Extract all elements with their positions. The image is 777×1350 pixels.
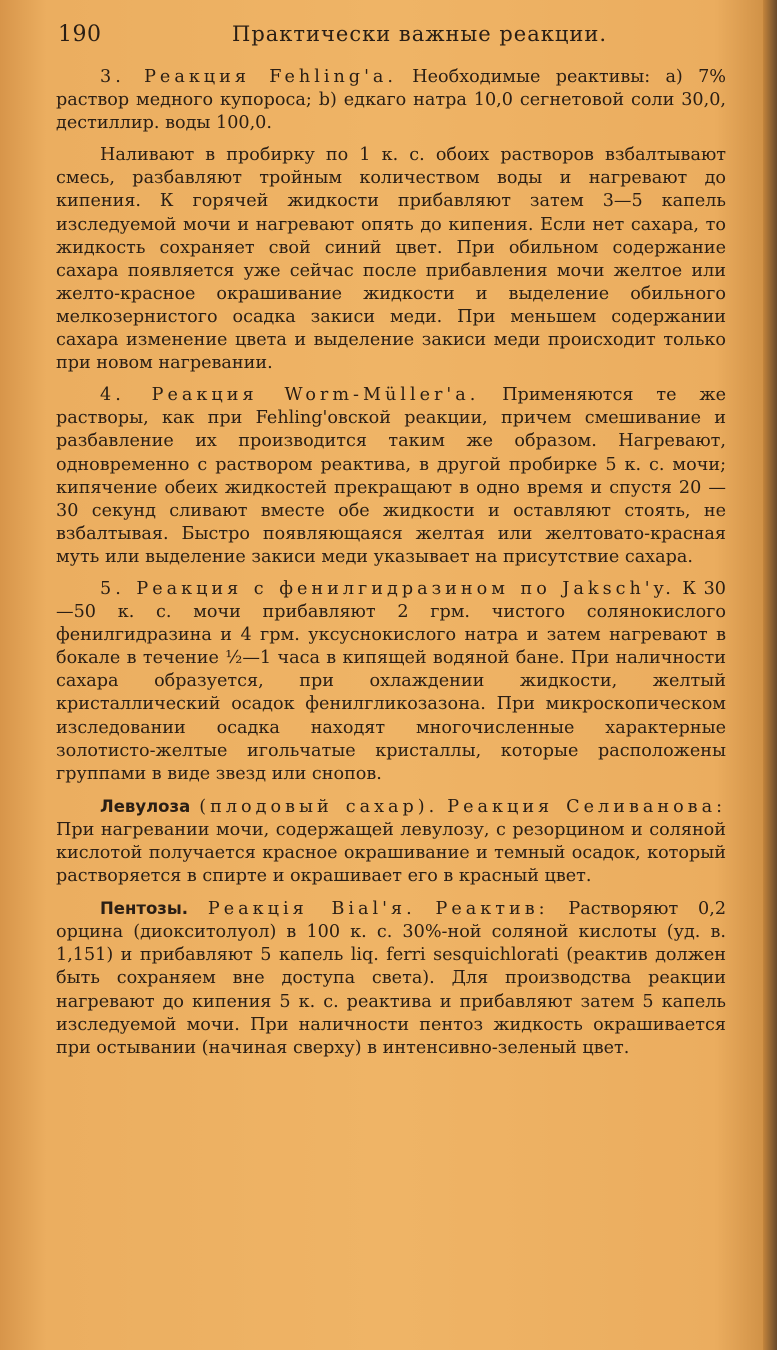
jaksch-reaction-title: 5. Реакция с фенилгидразином по Jaksch'y.	[100, 578, 675, 599]
fehling-reaction-title: 3. Реакция Fehling'a.	[100, 67, 397, 87]
worm-muller-text: Применяются те же растворы, как при Fehling'овской реакции, причем смешивание и разбавление их производится таким же образом. Нагревают, одновременно с раствором реактива, в другой пробирке 5 к. с. мочи; кипячение обеих жидкостей прекращают в одно время и спустя 20 — 30 секунд сливают вместе обе жидкости и оставляют стоять, не взбалтывая. Быстро появляющаяся желтая или желтовато-красная муть или выделение закиси меди указывает на присутствие сахара.	[56, 385, 727, 567]
seliwanoff-reaction-title: Реакция Селиванова:	[447, 796, 726, 817]
bial-reagent-label: Реактив:	[435, 899, 549, 920]
page-number: 190	[58, 22, 102, 47]
bial-reaction-title: Реакція Bial'я.	[207, 899, 416, 920]
levulose-text: При нагревании мочи, содержащей левулозу, с резорцином и соляной кислотой получается красное окрашивание и темный осадок, который растворяется в спирте и окрашивает его в красный цвет.	[56, 819, 726, 887]
running-head: Практически важные реакции.	[232, 22, 608, 46]
page-spine-shadow	[763, 0, 777, 1350]
levulose-subtitle: (плодовый сахар).	[199, 796, 439, 817]
paragraph-worm-muller	[56, 384, 726, 569]
paragraph-fehling-procedure	[56, 144, 726, 375]
worm-muller-reaction-title: 4. Реакция Worm-Müller'a.	[100, 385, 480, 406]
paragraph-levulose	[56, 795, 726, 888]
page-content	[56, 66, 726, 1069]
pentoses-heading: Пентозы.	[100, 899, 189, 919]
paragraph-jaksch	[56, 578, 726, 786]
page-header	[58, 22, 718, 56]
fehling-procedure-text: Наливают в пробирку по 1 к. с. обоих растворов взбалтывают смесь, разбавляют тройным количеством воды и нагревают до кипения. К горячей жидкости прибавляют затем 3—5 капель изследуемой мочи и нагревают опять до кипения. Если нет сахара, то жидкость сохраняет свой синий цвет. При обильном содержание сахара появляется уже сейчас после прибавления мочи желтое или желто-красное окрашивание жидкости и выделение обильного мелкозернистого осадка закиси меди. При меньшем содержании сахара изменение цвета и выделение закиси меди происходит только при новом нагревании.	[56, 145, 726, 374]
fehling-reagents-text: Необходимые реактивы: a) 7% раствор медного купороса; b) едкаго натра 10,0 сегнетовой соли 30,0, дестиллир. воды 100,0.	[56, 67, 726, 134]
levulose-heading: Левулоза	[100, 796, 191, 816]
paragraph-pentoses	[56, 897, 726, 1060]
jaksch-text: К 30—50 к. с. мочи прибавляют 2 грм. чистого солянокислого фенилгидразина и 4 грм. уксуснокислого натра и затем нагревают в бокале в течение ½—1 часа в кипящей водяной бане. При наличности сахара образуется, при охлаждении жидкости, желтый кристаллический осадок фенилгликозазона. При микроскопическом изследовании осадка находят многочисленные характерные золотисто-желтые игольчатые кристаллы, которые расположены группами в виде звезд или снопов.	[56, 578, 726, 784]
paragraph-fehling	[56, 66, 726, 135]
pentoses-text: Растворяют 0,2 орцина (диокситолуол) в 100 к. с. 30%-ной соляной кислоты (уд. в. 1,151) и прибавляют 5 капель liq. ferri sesquichlorati (реактив должен быть сохраняем вне доступа света). Для производства реакции нагревают до кипения 5 к. с. реактива и прибавляют затем 5 капель изследуемой мочи. При наличности пентоз жидкость окрашивается при остывании (начиная сверху) в интенсивно-зеленый цвет.	[56, 899, 727, 1058]
